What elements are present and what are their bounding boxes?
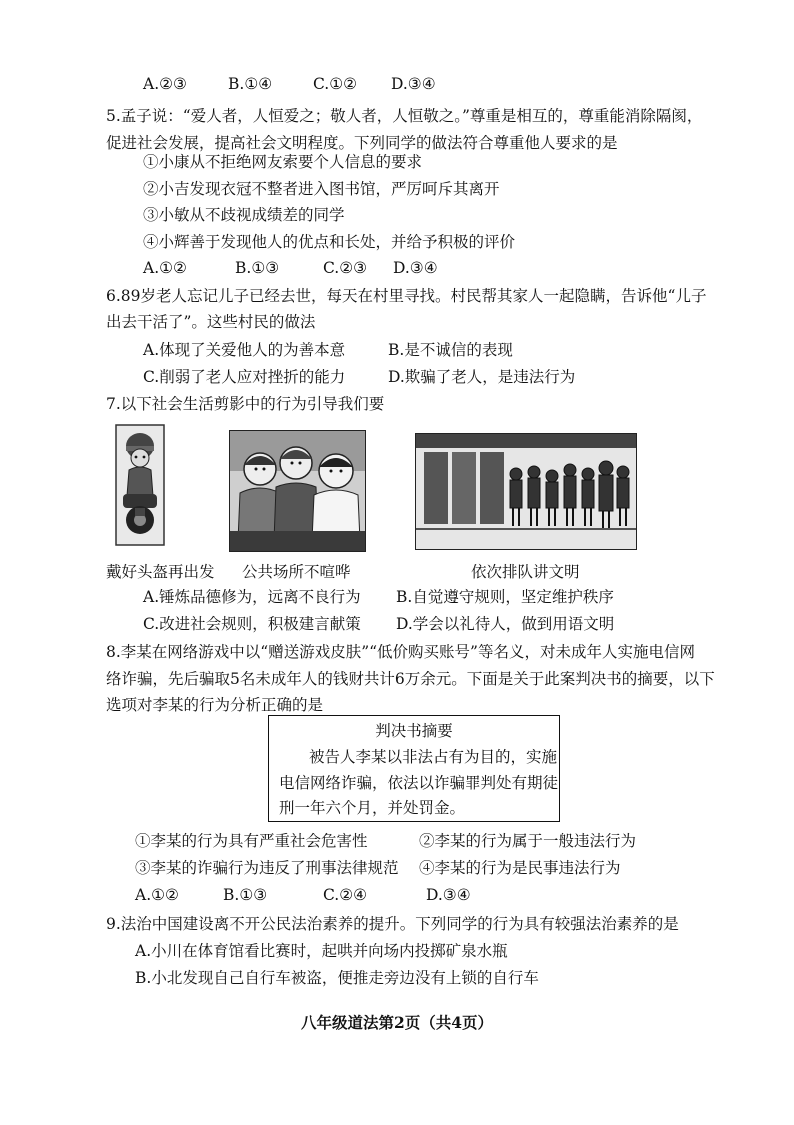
- q7-stem: 7.以下社会生活剪影中的行为引导我们要: [106, 395, 385, 413]
- q8-option-a: A.①②: [135, 886, 179, 904]
- q4-option-a: A.②③: [143, 75, 187, 93]
- helmet-rider-illustration: [115, 424, 165, 546]
- q8-statement-3: ③李某的诈骗行为违反了刑事法律规范: [135, 859, 399, 877]
- q8-stem-line1: 8.李某在网络游戏中以“赠送游戏皮肤”“低价购买账号”等名义，对未成年人实施电信网: [106, 643, 695, 661]
- verdict-line-1: 被告人李某以非法占有为目的，实施: [309, 748, 558, 766]
- q7-caption-1: 戴好头盔再出发: [106, 563, 215, 581]
- q4-options: [143, 73, 436, 95]
- queue-illustration: [415, 433, 637, 550]
- q5-statement-4: ④小辉善于发现他人的优点和长处，并给予积极的评价: [143, 233, 516, 251]
- q7-option-b: B.自觉遵守规则，坚定维护秩序: [396, 588, 614, 606]
- q8-option-d: D.③④: [426, 886, 471, 904]
- q6-stem-line1: 6.89岁老人忘记儿子已经去世，每天在村里寻找。村民帮其家人一起隐瞒，告诉他“儿子: [106, 287, 707, 305]
- q8-stem-line3: 选项对李某的行为分析正确的是: [106, 696, 324, 714]
- q9-option-a: A.小川在体育馆看比赛时，起哄并向场内投掷矿泉水瓶: [135, 942, 508, 960]
- q5-option-d: D.③④: [393, 259, 438, 277]
- audience-illustration: [229, 430, 366, 552]
- q5-stem-line2: 促进社会发展，提高社会文明程度。下列同学的做法符合尊重他人要求的是: [106, 134, 618, 152]
- q6-option-a: A.体现了关爱他人的为善本意: [143, 341, 346, 359]
- q5-option-c: C.②③: [323, 259, 368, 277]
- q5-options: [143, 257, 438, 279]
- q6-option-b: B.是不诚信的表现: [388, 341, 513, 359]
- q8-statement-1: ①李某的行为具有严重社会危害性: [135, 832, 368, 850]
- q7-option-c: C.改进社会规则，积极建言献策: [143, 615, 361, 633]
- page-footer: 八年级道法第2页（共4页）: [300, 1013, 494, 1032]
- verdict-title: 判决书摘要: [375, 722, 453, 740]
- q5-option-b: B.①③: [235, 259, 280, 277]
- q5-statement-3: ③小敏从不歧视成绩差的同学: [143, 206, 345, 224]
- q5-statement-1: ①小康从不拒绝网友索要个人信息的要求: [143, 153, 423, 171]
- q4-option-c: C.①②: [313, 75, 358, 93]
- q4-option-b: B.①④: [228, 75, 273, 93]
- q8-option-b: B.①③: [223, 886, 268, 904]
- q6-option-c: C.削弱了老人应对挫折的能力: [143, 368, 346, 386]
- q6-stem-line2: 出去干活了”。这些村民的做法: [106, 313, 316, 331]
- q5-stem-line1: 5.孟子说：“爱人者，人恒爱之；敬人者，人恒敬之。”尊重是相互的，尊重能消除隔阂，: [106, 107, 703, 125]
- q7-caption-3: 依次排队讲文明: [471, 563, 580, 581]
- q7-option-a: A.锤炼品德修为，远离不良行为: [143, 588, 361, 606]
- verdict-line-3: 刑一年六个月，并处罚金。: [279, 799, 466, 817]
- verdict-line-2: 电信网络诈骗，依法以诈骗罪判处有期徒: [279, 774, 559, 792]
- q9-option-b: B.小北发现自己自行车被盗，便推走旁边没有上锁的自行车: [135, 969, 539, 987]
- q4-option-d: D.③④: [391, 75, 436, 93]
- verdict-summary-box: [268, 715, 560, 822]
- q9-stem: 9.法治中国建设离不开公民法治素养的提升。下列同学的行为具有较强法治素养的是: [106, 915, 679, 933]
- q6-option-d: D.欺骗了老人，是违法行为: [388, 368, 576, 386]
- q8-statement-4: ④李某的行为是民事违法行为: [419, 859, 621, 877]
- q8-stem-line2: 络诈骗，先后骗取5名未成年人的钱财共计6万余元。下面是关于此案判决书的摘要，以下: [106, 670, 715, 688]
- q7-caption-2: 公共场所不喧哗: [242, 563, 351, 581]
- q5-option-a: A.①②: [143, 259, 187, 277]
- q7-option-d: D.学会以礼待人，做到用语文明: [396, 615, 615, 633]
- q8-option-c: C.②④: [323, 886, 368, 904]
- q8-options: [135, 884, 471, 906]
- q8-statement-2: ②李某的行为属于一般违法行为: [419, 832, 637, 850]
- q5-statement-2: ②小吉发现衣冠不整者进入图书馆，严厉呵斥其离开: [143, 180, 500, 198]
